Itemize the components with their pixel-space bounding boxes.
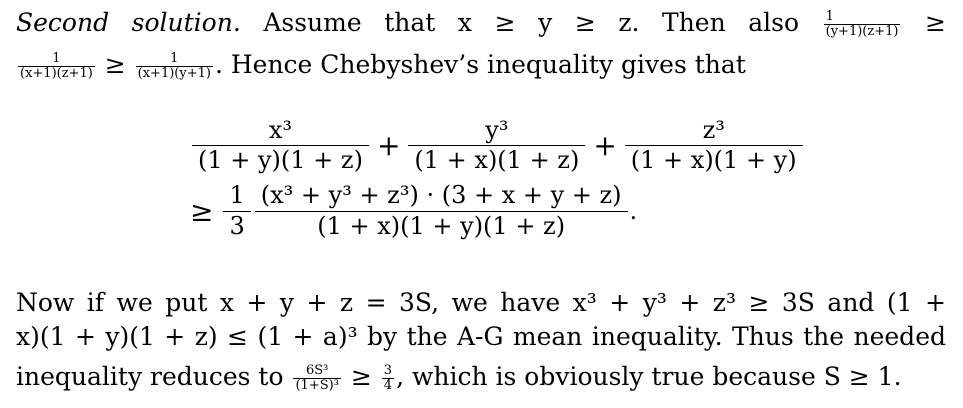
fraction-c-denominator: (x+1)(y+1) <box>137 66 211 81</box>
ge-symbol: ≥ <box>190 194 214 228</box>
solution-heading: Second solution. <box>16 8 241 37</box>
term-2 <box>408 116 585 175</box>
paragraph-1-line-2 <box>16 50 946 81</box>
display-equation <box>190 116 830 241</box>
fraction-d-denominator: (1+S)³ <box>295 378 339 393</box>
rhs-numerator: (x³ + y³ + z³) · (3 + x + y + z) <box>255 181 628 211</box>
rhs-denominator: (1 + x)(1 + y)(1 + z) <box>317 211 566 240</box>
line-3-lead: inequality reduces to <box>16 362 284 391</box>
fraction-c-numerator: 1 <box>136 52 213 67</box>
fraction-d-numerator: 6S³ <box>293 364 340 379</box>
coefficient-denominator: 3 <box>229 211 245 240</box>
term-2-denominator: (1 + x)(1 + z) <box>414 146 580 175</box>
paragraph-2-line-3 <box>16 362 946 393</box>
paragraph-2-line-2: x)(1 + y)(1 + z) ≤ (1 + a)³ by the A-G mean inequality. Thus the needed <box>16 322 946 351</box>
coefficient <box>223 181 250 240</box>
fraction-c <box>136 52 213 80</box>
term-2-numerator: y³ <box>408 116 585 146</box>
fraction-d <box>293 364 340 392</box>
end-dot: . <box>629 197 638 226</box>
plus-sign: + <box>376 129 401 163</box>
display-row-2 <box>190 181 830 240</box>
term-1-numerator: x³ <box>192 116 369 146</box>
fraction-b <box>18 52 95 80</box>
line-3-tail: , which is obviously true because S ≥ 1. <box>396 362 902 391</box>
fraction-a-denominator: (y+1)(z+1) <box>825 24 899 39</box>
paragraph-2-line-1: Now if we put x + y + z = 3S, we have x³ + y³ + z³ ≥ 3S and (1 + <box>16 288 946 317</box>
plus-sign: + <box>593 129 617 163</box>
intro-text: Assume that x ≥ y ≥ z. Then also <box>263 8 800 37</box>
rhs-fraction <box>255 181 628 240</box>
coefficient-numerator: 1 <box>223 181 250 211</box>
ge-symbol: ≥ <box>925 8 946 37</box>
fraction-e-numerator: 3 <box>383 363 393 379</box>
fraction-a <box>824 10 901 38</box>
ge-symbol: ≥ <box>104 50 126 79</box>
paragraph-1-tail: . Hence Chebyshev’s inequality gives that <box>214 50 746 79</box>
term-3-numerator: z³ <box>625 116 803 146</box>
display-row-1 <box>190 116 830 175</box>
term-1-denominator: (1 + y)(1 + z) <box>198 146 363 175</box>
fraction-b-numerator: 1 <box>18 52 95 67</box>
fraction-e-denominator: 4 <box>383 378 393 393</box>
term-3-denominator: (1 + x)(1 + y) <box>630 146 797 175</box>
paragraph-1-line-1 <box>16 8 946 39</box>
fraction-b-denominator: (x+1)(z+1) <box>20 66 93 81</box>
ge-symbol: ≥ <box>350 362 372 391</box>
fraction-a-numerator: 1 <box>824 10 901 25</box>
term-3 <box>625 116 803 175</box>
fraction-e <box>382 364 394 392</box>
term-1 <box>192 116 369 175</box>
